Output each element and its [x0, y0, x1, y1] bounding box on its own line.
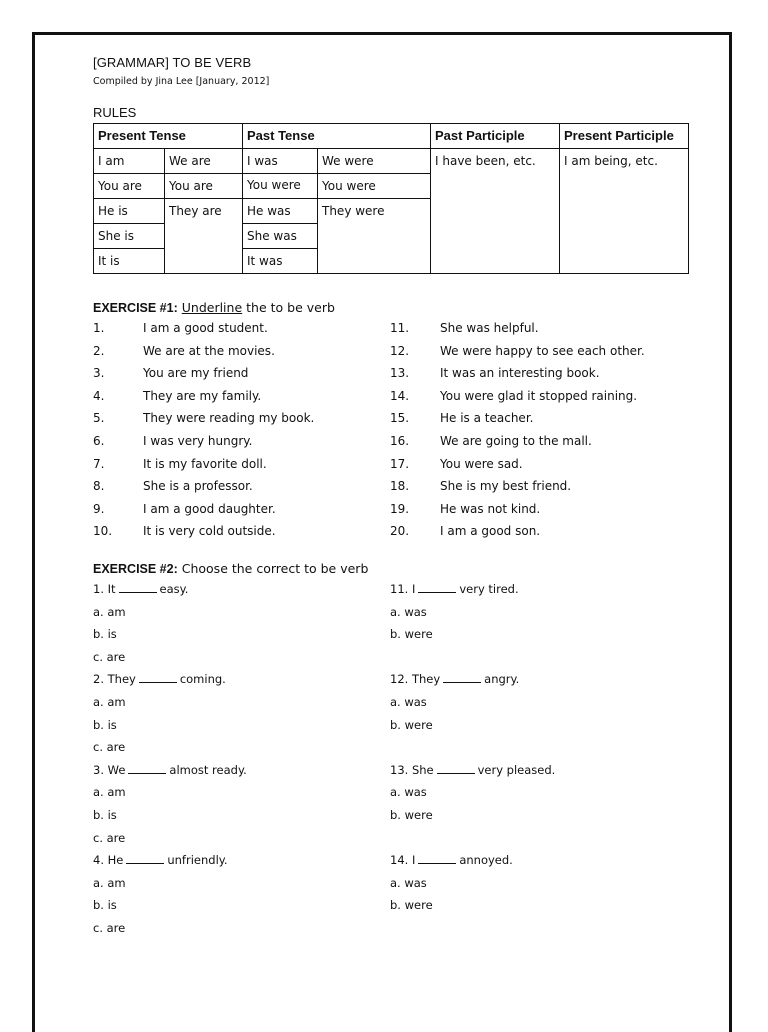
- item-sentence: I was very hungry.: [143, 433, 253, 448]
- item-number: 20.: [390, 524, 410, 539]
- spacer: [390, 736, 555, 759]
- list-item: [93, 362, 314, 385]
- question-stem: [390, 759, 555, 782]
- exercise-2-heading: [93, 561, 693, 576]
- answer-option: a. was: [390, 694, 427, 709]
- item-sentence: She is a professor.: [143, 479, 253, 494]
- exercise-2-column-right: [390, 578, 555, 940]
- header-present-participle: Present Participle: [560, 124, 689, 149]
- item-sentence: You are my friend: [143, 366, 249, 381]
- list-item: [390, 453, 645, 476]
- rules-cell: It is: [94, 249, 165, 274]
- list-item: [93, 430, 314, 453]
- exercise-2-column-left: [93, 578, 247, 940]
- rules-cell: You are: [165, 174, 243, 199]
- header-past-tense: Past Tense: [243, 124, 431, 149]
- item-number: 12.: [390, 343, 410, 358]
- list-item: [390, 498, 645, 521]
- item-sentence: It is very cold outside.: [143, 524, 276, 539]
- item-sentence: I am a good son.: [440, 524, 541, 539]
- compiled-by: Compiled by Jina Lee [January, 2012]: [93, 76, 270, 87]
- exercise-1-instruction: the to be verb: [242, 300, 335, 315]
- spacer: [390, 827, 555, 850]
- list-item: [390, 340, 645, 363]
- item-sentence: You were glad it stopped raining.: [440, 388, 638, 403]
- rules-cell: He is: [94, 199, 165, 224]
- answer-option: b. is: [93, 717, 117, 732]
- rules-cell: I was: [243, 149, 318, 174]
- item-number: 4.: [93, 388, 105, 403]
- rules-table: [93, 123, 689, 274]
- list-item: [93, 407, 314, 430]
- exercise-2-instruction: Choose the correct to be verb: [177, 561, 369, 576]
- item-number: 7.: [93, 456, 105, 471]
- question-prefix: 14. I: [390, 853, 416, 868]
- answer-option: a. am: [93, 604, 126, 619]
- list-item: [93, 453, 314, 476]
- rules-cell: He was: [243, 199, 318, 224]
- question-stem: [93, 759, 247, 782]
- list-item: [390, 475, 645, 498]
- item-sentence: It was an interesting book.: [440, 366, 600, 381]
- rules-heading: RULES: [93, 105, 137, 120]
- answer-blank: [119, 582, 157, 593]
- question-suffix: very pleased.: [477, 762, 556, 777]
- answer-option: b. were: [390, 898, 433, 913]
- rules-header-row: [94, 124, 689, 149]
- answer-option: b. is: [93, 898, 117, 913]
- question-stem: [390, 668, 555, 691]
- question-prefix: 13. She: [390, 762, 434, 777]
- item-number: 10.: [93, 524, 113, 539]
- rules-row: [94, 149, 689, 174]
- list-item: [390, 430, 645, 453]
- rules-cell-present-participle: I am being, etc.: [560, 149, 689, 274]
- list-item: [390, 362, 645, 385]
- item-number: 17.: [390, 456, 410, 471]
- spacer: [390, 646, 555, 669]
- answer-blank: [418, 582, 456, 593]
- item-sentence: We are at the movies.: [143, 343, 275, 358]
- question-stem: [390, 578, 555, 601]
- list-item: [93, 475, 314, 498]
- question-suffix: angry.: [484, 672, 520, 687]
- worksheet: [93, 55, 693, 935]
- answer-option: c. are: [93, 740, 126, 755]
- answer-blank: [139, 672, 177, 683]
- item-sentence: It is my favorite doll.: [143, 456, 267, 471]
- answer-blank: [443, 672, 481, 683]
- question-prefix: 4. He: [93, 853, 124, 868]
- item-sentence: She is my best friend.: [440, 479, 572, 494]
- item-number: 5.: [93, 411, 105, 426]
- question-suffix: unfriendly.: [167, 853, 228, 868]
- exercise-1-list: [93, 317, 693, 547]
- answer-blank: [418, 853, 456, 864]
- answer-option: a. am: [93, 785, 126, 800]
- question-prefix: 12. They: [390, 672, 441, 687]
- exercise-2-label: EXERCISE #2:: [93, 562, 178, 576]
- answer-option: a. am: [93, 875, 126, 890]
- item-number: 15.: [390, 411, 410, 426]
- item-number: 14.: [390, 388, 410, 403]
- question-suffix: annoyed.: [459, 853, 513, 868]
- answer-option: b. is: [93, 807, 117, 822]
- item-sentence: You were sad.: [440, 456, 523, 471]
- list-item: [93, 340, 314, 363]
- exercise-1-instruction-underlined: Underline: [181, 300, 243, 315]
- answer-option: b. were: [390, 807, 433, 822]
- item-sentence: I am a good daughter.: [143, 501, 276, 516]
- answer-blank: [437, 763, 475, 774]
- answer-option: c. are: [93, 920, 126, 935]
- answer-option: a. was: [390, 785, 427, 800]
- exercise-1-column-right: [390, 317, 645, 543]
- question-prefix: 3. We: [93, 762, 126, 777]
- answer-blank: [126, 853, 164, 864]
- list-item: [93, 317, 314, 340]
- item-number: 9.: [93, 501, 105, 516]
- answer-option: b. were: [390, 717, 433, 732]
- answer-option: a. was: [390, 875, 427, 890]
- item-number: 19.: [390, 501, 410, 516]
- answer-blank: [128, 763, 166, 774]
- item-sentence: They were reading my book.: [143, 411, 315, 426]
- question-suffix: easy.: [159, 582, 189, 596]
- item-number: 2.: [93, 343, 105, 358]
- item-number: 8.: [93, 479, 105, 494]
- item-sentence: He is a teacher.: [440, 411, 534, 426]
- rules-cell: We were: [318, 149, 431, 174]
- list-item: [93, 385, 314, 408]
- item-number: 1.: [93, 321, 105, 335]
- rules-cell: She was: [243, 224, 318, 249]
- exercise-1-column-left: [93, 317, 314, 543]
- rules-cell: You are: [94, 174, 165, 199]
- header-past-participle: Past Participle: [431, 124, 560, 149]
- answer-option: a. was: [390, 604, 427, 619]
- list-item: [390, 407, 645, 430]
- rules-cell: She is: [94, 224, 165, 249]
- item-number: 13.: [390, 366, 410, 381]
- spacer: [390, 917, 555, 940]
- question-stem: [93, 668, 247, 691]
- item-sentence: She was helpful.: [440, 321, 539, 335]
- rules-cell: You were: [318, 174, 431, 199]
- header-present-tense: Present Tense: [94, 124, 243, 149]
- answer-option: b. is: [93, 627, 117, 642]
- item-number: 11.: [390, 321, 410, 335]
- answer-option: c. are: [93, 830, 126, 845]
- rules-cell: You were: [243, 174, 318, 199]
- list-item: [93, 498, 314, 521]
- item-number: 18.: [390, 479, 410, 494]
- rules-cell: It was: [243, 249, 318, 274]
- exercise-1-heading: [93, 300, 693, 315]
- list-item: [390, 520, 645, 543]
- question-suffix: very tired.: [459, 582, 519, 596]
- answer-option: a. am: [93, 694, 126, 709]
- rules-cell: We are: [165, 149, 243, 174]
- item-number: 16.: [390, 433, 410, 448]
- list-item: [390, 385, 645, 408]
- item-sentence: He was not kind.: [440, 501, 541, 516]
- answer-option: b. were: [390, 627, 433, 642]
- question-suffix: coming.: [179, 672, 226, 687]
- exercise-1-label: EXERCISE #1:: [93, 301, 178, 315]
- item-number: 3.: [93, 366, 105, 381]
- answer-option: c. are: [93, 649, 126, 664]
- item-sentence: We are going to the mall.: [440, 433, 592, 448]
- item-sentence: We were happy to see each other.: [440, 343, 645, 358]
- item-sentence: I am a good student.: [143, 321, 268, 335]
- rules-cell: They are: [165, 199, 243, 274]
- rules-cell: I am: [94, 149, 165, 174]
- list-item: [93, 520, 314, 543]
- question-prefix: 2. They: [93, 672, 136, 687]
- question-prefix: 1. It: [93, 582, 116, 596]
- question-stem: [390, 849, 555, 872]
- question-suffix: almost ready.: [169, 762, 247, 777]
- item-number: 6.: [93, 433, 105, 448]
- worksheet-title: [GRAMMAR] TO BE VERB: [93, 55, 252, 70]
- list-item: [390, 317, 645, 340]
- item-sentence: They are my family.: [143, 388, 262, 403]
- rules-cell-past-participle: I have been, etc.: [431, 149, 560, 274]
- question-prefix: 11. I: [390, 582, 416, 596]
- question-stem: [93, 849, 247, 872]
- rules-cell: They were: [318, 199, 431, 274]
- question-stem: [93, 578, 247, 601]
